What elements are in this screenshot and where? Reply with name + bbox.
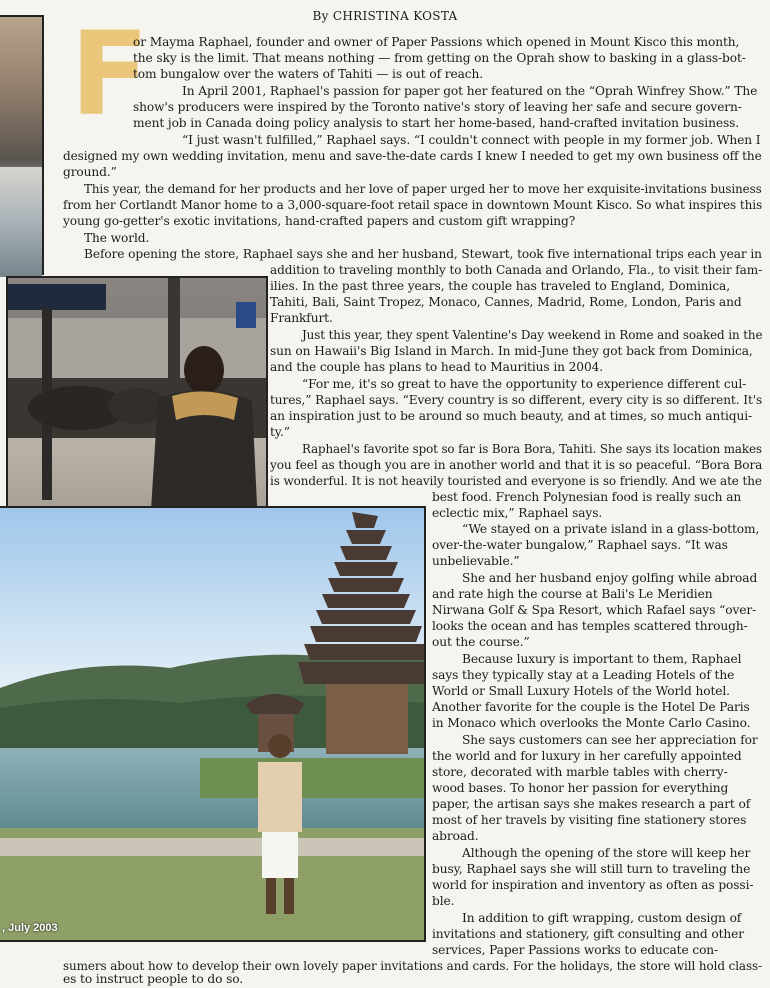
body-line: is wonderful. It is not heavily touristed and everyone is so friendly. And we ate the — [270, 474, 762, 488]
body-line: tom bungalow over the waters of Tahiti — is out of reach. — [133, 67, 484, 81]
body-line: and rate high the course at Bali's Le Meridien — [432, 587, 713, 601]
body-line: paper, the artisan says she makes research a part of — [432, 797, 751, 811]
body-line: and the couple has plans to head to Mauritius in 2004. — [270, 360, 604, 374]
body-line: Nirwana Golf & Spa Resort, which Rafael says “over- — [432, 603, 757, 617]
body-line: es to instruct people to do so. — [63, 972, 244, 986]
body-line: the sky is the limit. That means nothing — from getting on the Oprah show to basking in a glass-bot- — [133, 51, 746, 65]
body-line: “We stayed on a private island in a glass-bottom, — [462, 522, 760, 536]
body-line: Before opening the store, Raphael says she and her husband, Stewart, took five international trips each year in — [84, 247, 762, 261]
body-line: Raphael's favorite spot so far is Bora Bora, Tahiti. She says its location makes — [302, 442, 762, 456]
body-line: Tahiti, Bali, Saint Tropez, Monaco, Cannes, Madrid, Rome, London, Paris and — [270, 295, 742, 309]
body-line: over-the-water bungalow,” Raphael says. “It was — [432, 538, 728, 552]
body-line: abroad. — [432, 829, 479, 843]
caption-bali: , July 2003 — [2, 922, 58, 934]
body-line: you feel as though you are in another world and that it is so peaceful. “Bora Bora — [270, 458, 763, 472]
body-line: The world. — [84, 231, 150, 245]
body-line: ble. — [432, 894, 455, 908]
body-line: Because luxury is important to them, Raphael — [462, 652, 742, 666]
body-line: invitations and stationery, gift consulting and other — [432, 927, 744, 941]
body-line: the world and for luxury in her carefully appointed — [432, 749, 742, 763]
photo-bali — [0, 506, 426, 942]
body-line: sun on Hawaii's Big Island in March. In mid-June they got back from Dominica, — [270, 344, 753, 358]
body-line: eclectic mix,” Raphael says. — [432, 506, 603, 520]
body-line: store, decorated with marble tables with cherry- — [432, 765, 728, 779]
body-line: She says customers can see her appreciation for — [462, 733, 758, 747]
body-line: She and her husband enjoy golfing while abroad — [462, 571, 758, 585]
body-line: young go-getter's exotic invitations, hand-crafted papers and custom gift wrapping? — [63, 214, 576, 228]
body-line: addition to traveling monthly to both Canada and Orlando, Fla., to visit their fam- — [270, 263, 763, 277]
body-line: wood bases. To honor her passion for everything — [432, 781, 729, 795]
body-line: busy, Raphael says she will still turn to traveling the — [432, 862, 751, 876]
drop-cap: F — [70, 7, 150, 142]
body-line: show's producers were inspired by the Toronto native's story of leaving her safe and secure govern- — [133, 100, 742, 114]
body-line: says they typically stay at a Leading Hotels of the — [432, 668, 735, 682]
body-line: Frankfurt. — [270, 311, 333, 325]
byline: By CHRISTINA KOSTA — [312, 9, 458, 23]
body-line: ground.” — [63, 165, 117, 179]
body-line: ilies. In the past three years, the couple has traveled to England, Dominica, — [270, 279, 730, 293]
body-line: most of her travels by visiting fine stationery stores — [432, 813, 747, 827]
body-line: “For me, it's so great to have the opportunity to experience different cul- — [302, 377, 747, 391]
body-line: This year, the demand for her products and her love of paper urged her to move her exquisite-invitations business — [84, 182, 762, 196]
body-line: designed my own wedding invitation, menu and save-the-date cards I knew I needed to get my own business off the — [63, 149, 762, 163]
body-line: ment job in Canada doing policy analysis to start her home-based, hand-crafted invitation business. — [133, 116, 740, 130]
body-line: world for inspiration and inventory as often as possi- — [432, 878, 754, 892]
body-line: looks the ocean and has temples scattered through- — [432, 619, 748, 633]
body-line: “I just wasn't fulfilled,” Raphael says. “I couldn't connect with people in my former job. When I — [182, 133, 761, 147]
body-line: from her Cortlandt Manor home to a 3,000-square-foot retail space in downtown Mount Kisco. So what inspires this — [63, 198, 763, 212]
edge-photo-fragment — [0, 15, 44, 275]
body-line: best food. French Polynesian food is really such an — [432, 490, 742, 504]
body-line: in Monaco which overlooks the Monte Carlo Casino. — [432, 716, 751, 730]
body-line: out the course.” — [432, 635, 530, 649]
body-line: unbelievable.” — [432, 554, 520, 568]
body-line: or Mayma Raphael, founder and owner of Paper Passions which opened in Mount Kisco this month, — [133, 35, 740, 49]
body-line: Another favorite for the couple is the Hotel De Paris — [432, 700, 750, 714]
body-line: ty.” — [270, 425, 290, 439]
body-line: services, Paper Passions works to educate con- — [432, 943, 719, 957]
body-line: sumers about how to develop their own lovely paper invitations and cards. For the holidays, the store will hold class- — [63, 959, 763, 973]
body-line: Just this year, they spent Valentine's Day weekend in Rome and soaked in the — [302, 328, 763, 342]
body-line: Although the opening of the store will keep her — [462, 846, 751, 860]
body-line: an inspiration just to be around so much beauty, and at times, so much antiqui- — [270, 409, 753, 423]
body-line: In April 2001, Raphael's passion for paper got her featured on the “Oprah Winfrey Show.” The — [182, 84, 758, 98]
body-line: In addition to gift wrapping, custom design of — [462, 911, 742, 925]
body-line: tures,” Raphael says. “Every country is so different, every city is so different. It's — [270, 393, 763, 407]
body-line: World or Small Luxury Hotels of the World hotel. — [432, 684, 730, 698]
